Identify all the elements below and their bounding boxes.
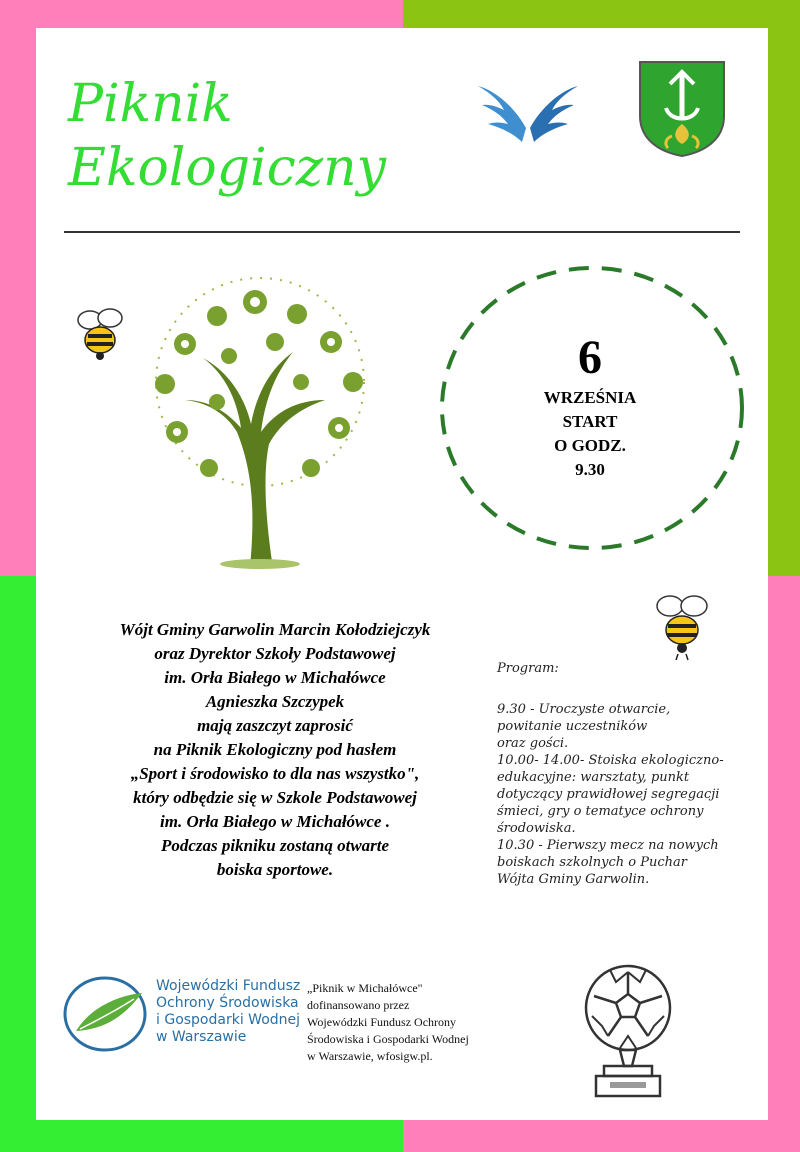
program-line: dotyczący prawidłowej segregacji: [497, 787, 720, 802]
funding-line: Środowiska i Gospodarki Wodnej: [307, 1032, 469, 1046]
funding-line: „Piknik w Michałówce": [307, 981, 423, 995]
poster-title: [68, 72, 386, 200]
invitation-line: boiska sportowe.: [216, 860, 334, 879]
wings-logo-icon: [478, 80, 578, 146]
title-line-1: Piknik: [68, 74, 233, 134]
program-block: [497, 660, 767, 888]
wfosigw-line: w Warszawie: [156, 1029, 247, 1045]
program-line: boiskach szkolnych o Puchar: [497, 855, 687, 870]
invitation-line: im. Orła Białego w Michałówce .: [160, 812, 390, 831]
invitation-line: który odbędzie się w Szkole Podstawowej: [133, 788, 417, 807]
event-time: 9.30: [575, 460, 605, 479]
invitation-line: im. Orła Białego w Michałówce: [164, 668, 386, 687]
eco-tree-icon: [125, 272, 395, 572]
coat-of-arms-icon: [636, 58, 728, 158]
invitation-line: oraz Dyrektor Szkoły Podstawowej: [154, 644, 396, 663]
wfosigw-logo-text: [156, 978, 300, 1046]
invitation-text: [40, 618, 510, 882]
program-line: śmieci, gry o tematyce ochrony: [497, 804, 704, 819]
bee-icon: [74, 304, 128, 362]
program-title: Program:: [497, 661, 559, 676]
program-line: 10.00- 14.00- Stoiska ekologiczno-: [497, 753, 724, 768]
program-line: edukacyjne: warsztaty, punkt: [497, 770, 690, 785]
invitation-line: „Sport i środowisko to dla nas wszystko",: [130, 764, 420, 783]
invitation-line: Agnieszka Szczypek: [205, 692, 345, 711]
invitation-line: mają zaszczyt zaprosić: [197, 716, 353, 735]
funding-note: [307, 980, 497, 1065]
wfosigw-line: Ochrony Środowiska: [156, 995, 299, 1011]
event-hour-label: O GODZ.: [554, 436, 626, 455]
title-divider: [64, 231, 740, 233]
program-line: powitanie uczestników: [497, 719, 648, 734]
program-line: 10.30 - Pierwszy mecz na nowych: [497, 838, 719, 853]
invitation-line: na Piknik Ekologiczny pod hasłem: [153, 740, 397, 759]
wfosigw-leaf-icon: [62, 975, 148, 1053]
wfosigw-line: i Gospodarki Wodnej: [156, 1012, 301, 1028]
program-line: Wójta Gminy Garwolin.: [497, 872, 650, 887]
program-line: oraz gości.: [497, 736, 569, 751]
funding-line: dofinansowano przez: [307, 998, 410, 1012]
funding-line: Wojewódzki Fundusz Ochrony: [307, 1015, 457, 1029]
title-line-2: Ekologiczny: [68, 138, 387, 198]
event-day: 6: [578, 331, 602, 384]
date-block: [470, 330, 710, 482]
funding-line: w Warszawie, wfosigw.pl.: [307, 1049, 433, 1063]
bee-icon: [654, 590, 712, 662]
invitation-line: Podczas pikniku zostaną otwarte: [160, 836, 390, 855]
event-start: START: [562, 412, 618, 431]
program-line: 9.30 - Uroczyste otwarcie,: [497, 702, 671, 717]
event-month: WRZEŚNIA: [543, 388, 637, 407]
invitation-line: Wójt Gminy Garwolin Marcin Kołodziejczyk: [119, 620, 431, 639]
wfosigw-line: Wojewódzki Fundusz: [156, 978, 301, 994]
football-trophy-icon: [580, 962, 676, 1100]
program-line: środowiska.: [497, 821, 576, 836]
